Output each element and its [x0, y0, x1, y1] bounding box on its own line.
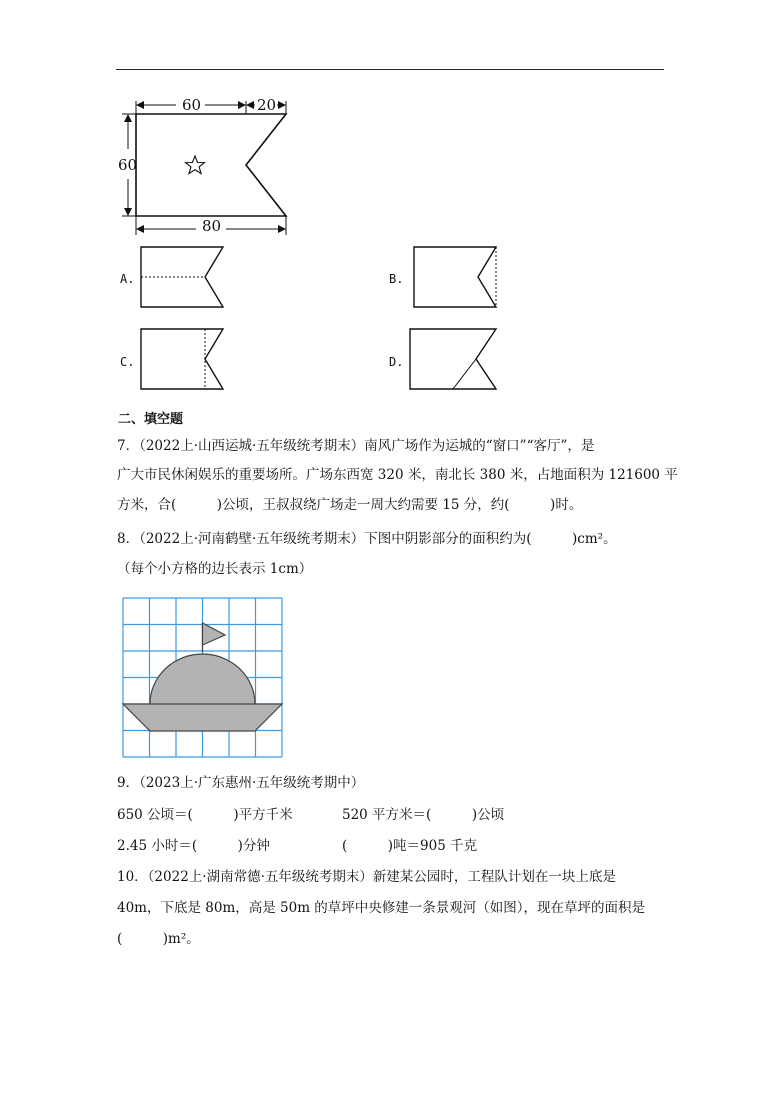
q8-line1: 8．（2022上·河南鹤壁·五年级统考期末）下图中阴影部分的面积约为( )cm²。 — [117, 531, 617, 547]
dim-side: 60 — [118, 156, 138, 174]
q10-line1: 10．（2022上·湖南常德·五年级统考期末）新建某公园时，工程队计划在一块上底是 — [117, 869, 616, 885]
shaded-shape — [123, 654, 282, 731]
dim-bottom: 80 — [202, 217, 222, 235]
q9-item-b: 520 平方米＝( )公顷 — [342, 807, 505, 823]
q7-line3: 方米，合( )公顷，王叔叔绕广场走一周大约需要 15 分，约( )时。 — [117, 497, 583, 513]
header-rule — [116, 69, 664, 70]
section-title: 二、填空题 — [118, 412, 184, 427]
q9-item-c: 2.45 小时＝( )分钟 — [117, 838, 270, 854]
q9-title: 9．（2023上·广东惠州·五年级统考期中） — [117, 775, 365, 791]
star-icon — [186, 156, 205, 174]
q10-line3: ( )m²。 — [117, 931, 200, 947]
q9-item-d: ( )吨＝905 千克 — [342, 838, 478, 854]
option-d-label: D. — [389, 355, 404, 369]
q7-line2: 广大市民休闲娱乐的重要场所。广场东西宽 320 米，南北长 380 米，占地面积为 121600 平 — [117, 467, 678, 483]
dim-top-right: 20 — [257, 96, 277, 114]
option-c-figure — [140, 328, 230, 392]
option-a-label: A. — [120, 272, 135, 286]
small-flag — [203, 623, 226, 645]
q8-line2: （每个小方格的边长表示 1cm） — [117, 561, 313, 577]
option-d-figure — [409, 328, 501, 392]
q7-line1: 7．（2022上·山西运城·五年级统考期末）南风广场作为运城的“窗口”“客厅”，是 — [117, 438, 595, 454]
option-b-figure — [413, 246, 503, 310]
grid-figure — [120, 595, 285, 760]
flag-shape — [136, 114, 286, 216]
dim-top-left: 60 — [182, 96, 202, 114]
option-c-label: C. — [120, 355, 135, 369]
q9-item-a: 650 公顷＝( )平方千米 — [117, 807, 293, 823]
q10-line2: 40m，下底是 80m，高是 50m 的草坪中央修建一条景观河（如图），现在草坪的面积是 — [117, 900, 646, 916]
option-b-label: B. — [389, 272, 404, 286]
option-a-figure — [140, 246, 230, 310]
